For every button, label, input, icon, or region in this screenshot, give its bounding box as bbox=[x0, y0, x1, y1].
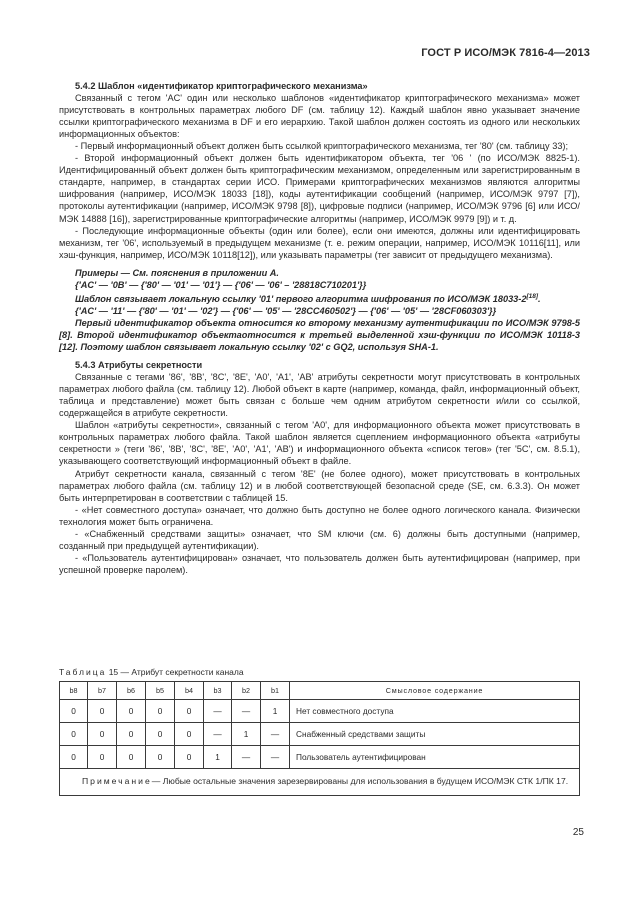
examples-intro: Примеры — См. пояснения в приложении А. bbox=[75, 267, 279, 278]
page-number: 25 bbox=[572, 827, 584, 838]
column-header: b5 bbox=[146, 682, 175, 700]
list-item: - Второй информационный объект должен быть идентификатором объекта, тег '06 ' (по ИСО/МЭК 8825-1). Идентифицированный объект должен быть криптографическим механизмом, определенным или зарегистрированным в стандарте, например, в стандартах серии ИСО. Примерами криптографических механизмов являются алгоритмы шифрования (например, ИСО/МЭК 18033 [18]), коды аутентификации сообщений (например, ИСО/МЭК 9797 [7]), протоколы аутентификации (например, ИСО/МЭК 9798 [8]), цифровые подписи (например, ИСО/МЭК 9796 [6] или ИСО/МЭК 14888 [16]), зарегистрированные криптографические алгоритмы (например, ИСО/МЭК 9979 [9]) и т. д. bbox=[59, 153, 580, 224]
table-caption: Таблица 15 — Атрибут секретности канала bbox=[59, 667, 244, 677]
table-note: Примечание— Любые остальные значения зарезервированы для использования в будущем ИСО/МЭК СТК 1/ПК 17. bbox=[60, 769, 580, 796]
example-code: {'AC' — '11' — {'80' — '01' — '02'} — {'06' — '05' — '28CC460502'} — {'06' — '05' — '28CF060303'}} bbox=[75, 305, 497, 316]
column-header: Смысловое содержание bbox=[290, 682, 580, 700]
list-item: - Последующие информационные объекты (один или более), если они имеются, должны или идентифицировать механизм, тег '06', используемый в предыдущем механизме (т. е. режим операции, например, ИСО/МЭК 10116[11], или хэш-функция, например, ИСО/МЭК 10118[12]), или указывать параметры (тег зависит от предыдущего механизма). bbox=[59, 225, 580, 260]
column-header: b4 bbox=[175, 682, 204, 700]
list-item: - Первый информационный объект должен быть ссылкой криптографического механизма, тег '80' (см. таблицу 33); bbox=[75, 141, 569, 152]
table-row: 0 0 0 0 0 — 1 — Снабженный средствами защиты bbox=[60, 723, 580, 746]
section-543-paragraph: Связанные с тегами '86', '8B', '8C', '8E', 'A0', 'A1', 'AB' атрибуты секретности могут присутствовать в контрольных параметрах любого файла (см. таблицу 12). Любой объект в карте (например, команда, файл, информационный объект, таблица и представление) может быть связан с больше чем одним атрибутом секретности и/или со ссылкой, содержащейся в атрибуте секретности. bbox=[59, 372, 580, 419]
column-header: b6 bbox=[117, 682, 146, 700]
section-542-title: 5.4.2 Шаблон «идентификатор криптографического механизма» bbox=[75, 81, 368, 91]
table-row: 0 0 0 0 0 1 — — Пользователь аутентифицирован bbox=[60, 746, 580, 769]
list-item: - «Нет совместного доступа» означает, что должно быть доступно не более одного логического канала. Физически технология может быть ограничена. bbox=[59, 504, 580, 527]
column-header: b8 bbox=[60, 682, 88, 700]
example-code: {'AC' — '0B' — {'80' — '01' — '01'} — {'06' — '06' – '28818C710201'}} bbox=[75, 279, 367, 290]
section-542-paragraph: Связанный с тегом 'AC' один или несколько шаблонов «идентификатор криптографического механизма» может присутствовать в контрольных параметрах любого DF (см. таблицу 12). Каждый шаблон явно указывает значение ссылки криптографического механизма в DF и его иерархию. Такой шаблон должен состоять из одного или нескольких информационных объектов: bbox=[59, 93, 580, 140]
table-row: 0 0 0 0 0 — — 1 Нет совместного доступа bbox=[60, 700, 580, 723]
column-header: b3 bbox=[204, 682, 232, 700]
column-header: b2 bbox=[232, 682, 261, 700]
table-note-row bbox=[60, 769, 580, 796]
table-header-row bbox=[60, 682, 580, 700]
list-item: - «Пользователь аутентифицирован» означает, что пользователь должен быть аутентифицирован (например, при успешной проверке паролем). bbox=[59, 552, 580, 575]
section-543-paragraph: Атрибут секретности канала, связанный с тегом '8E' (не более одного), может присутствовать в контрольных параметрах любого файла (см. таблицу 12) и в любой соответствующей безопасной среде (SE, см. 6.3.3). Он может быть интерпретирован в соответствии с таблицей 15. bbox=[59, 468, 580, 503]
main-content bbox=[59, 80, 580, 576]
example-explanation: Первый идентификатор объекта относится ко второму механизму аутентификации по ИСО/МЭК 9798-5 [8]. Второй идентификатор объектаотносится к третьей выделенной хэш-функции по ИСО/МЭК 10118-3 [12]. Поэтому шаблон связывает локальную ссылку '02' с GQ2, используя SHA-1. bbox=[59, 317, 580, 353]
column-header: b1 bbox=[261, 682, 290, 700]
channel-security-table bbox=[59, 681, 580, 796]
section-543-title: 5.4.3 Атрибуты секретности bbox=[75, 360, 203, 371]
section-543-paragraph: Шаблон «атрибуты секретности», связанный с тегом 'A0', для информационного объекта может присутствовать в контрольных параметрах любого файла. Такой шаблон является сцеплением информационного объекта «атрибуты секретности » (теги '86', '8B', '8C', '8E', 'A0', 'A1', 'AB') и информационного объекта «список тегов» (тег '5C', см. 8.5.1), указывающего соответствующий информационный объект в файле. bbox=[59, 420, 580, 467]
column-header: b7 bbox=[88, 682, 117, 700]
example-explanation: Шаблон связывает локальную ссылку '01' первого алгоритма шифрования по ИСО/МЭК 18033-2[18]. bbox=[75, 292, 541, 304]
list-item: - «Снабженный средствами защиты» означает, что SM ключи (см. 6) должны быть доступными (например, созданный при предыдущей аутентификации). bbox=[59, 528, 580, 551]
standard-header: ГОСТ Р ИСО/МЭК 7816-4—2013 bbox=[421, 47, 590, 59]
